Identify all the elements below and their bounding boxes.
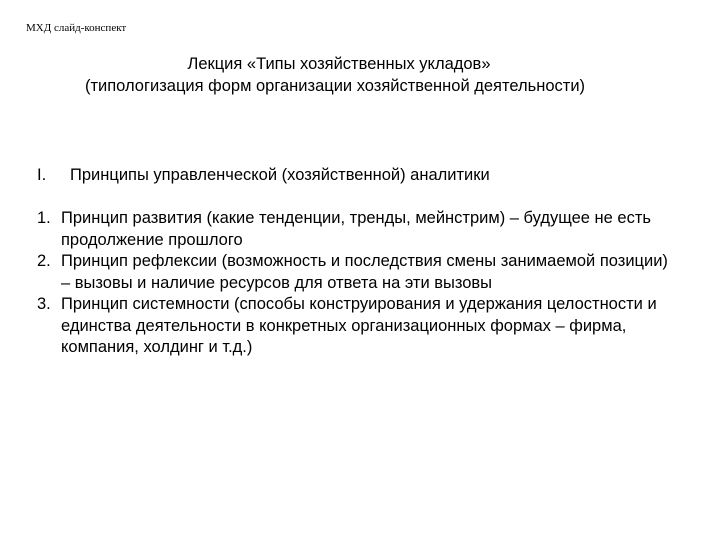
title-line-1: Лекция «Типы хозяйственных укладов» xyxy=(187,55,491,73)
section-number: I. xyxy=(37,166,47,184)
list-item-text: Принцип системности (способы конструирования и удержания целостности и единства деятельности в конкретных организационных формах – фирма, компания, холдинг и т.д.) xyxy=(61,295,657,356)
list-item-text: Принцип рефлексии (возможность и последствия смены занимаемой позиции) – вызовы и наличие ресурсов для ответа на эти вызовы xyxy=(61,252,668,292)
list-item-number: 3. xyxy=(37,295,51,313)
list-item xyxy=(37,294,677,359)
section-heading-text: Принципы управленческой (хозяйственной) аналитики xyxy=(70,166,490,184)
list-item xyxy=(37,208,677,251)
list-item-text: Принцип развития (какие тенденции, тренды, мейнстрим) – будущее не есть продолжение прошлого xyxy=(61,209,651,249)
section-heading xyxy=(37,164,490,186)
title-line-2: (типологизация форм организации хозяйственной деятельности) xyxy=(84,77,586,95)
list-item-number: 2. xyxy=(37,252,51,270)
lecture-title xyxy=(0,53,670,97)
list-item xyxy=(37,251,677,294)
principles-list xyxy=(37,208,677,359)
header-note: МХД слайд-конспект xyxy=(26,22,127,34)
list-item-number: 1. xyxy=(37,209,51,227)
